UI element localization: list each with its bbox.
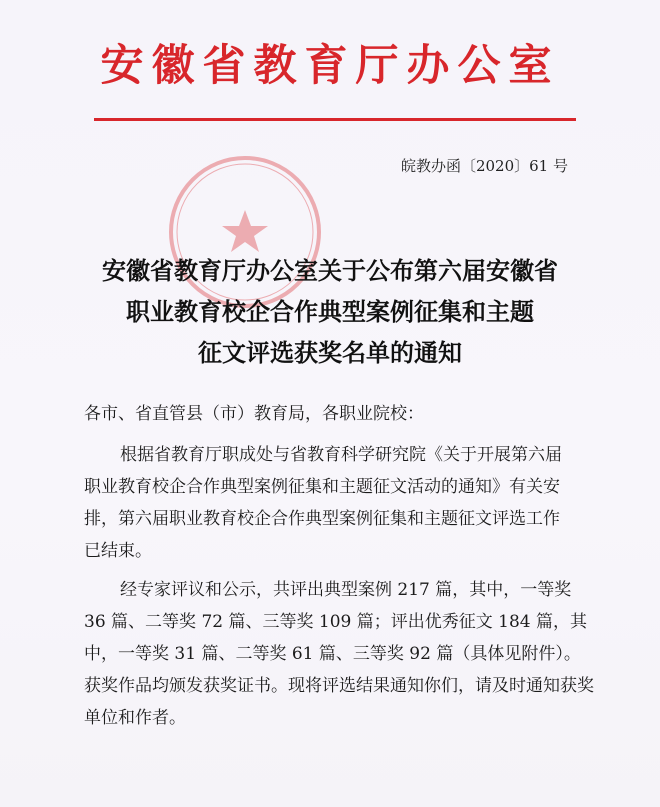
paragraph-line: 单位和作者。 [84,708,186,728]
title-line: 安徽省教育厅办公室关于公布第六届安徽省 [102,256,558,285]
paragraph-line: 获奖作品均颁发获奖证书。现将评选结果通知你们，请及时通知获奖 [84,676,594,696]
title-line: 职业教育校企合作典型案例征集和主题 [126,297,534,326]
paragraph-line: 根据省教育厅职成处与省教育科学研究院《关于开展第六届 [120,445,562,465]
paragraph-line: 经专家评议和公示，共评出典型案例 217 篇，其中，一等奖 [120,580,572,600]
paragraph-line: 36 篇、二等奖 72 篇、三等奖 109 篇；评出优秀征文 184 篇，其 [84,612,587,632]
title-line: 征文评选获奖名单的通知 [198,338,462,367]
document-number: 皖教办函〔2020〕61 号 [400,157,568,175]
body-paragraph-2 [84,574,594,734]
paragraph-line: 中，一等奖 31 篇、二等奖 61 篇、三等奖 92 篇（具体见附件）。 [84,644,581,664]
paragraph-line: 已结束。 [84,541,152,561]
salutation: 各市、省直管县（市）教育局，各职业院校： [84,404,424,424]
body-paragraph-1 [84,439,584,567]
letterhead-red-rule [94,118,576,121]
paragraph-line: 职业教育校企合作典型案例征集和主题征文活动的通知》有关安 [84,477,560,497]
paragraph-line: 排，第六届职业教育校企合作典型案例征集和主题征文评选工作 [84,509,560,529]
document-title [70,250,590,373]
letterhead-title: 安徽省教育厅办公室 [100,41,560,91]
